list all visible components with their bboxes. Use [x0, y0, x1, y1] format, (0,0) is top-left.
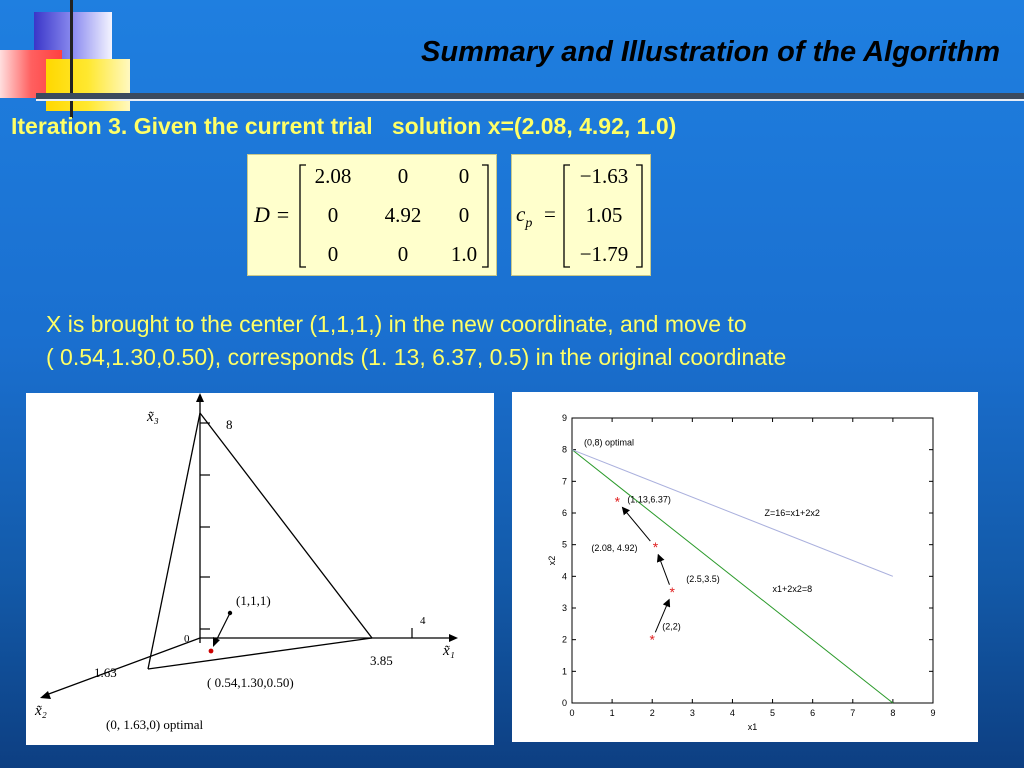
- y-tick-label: 2: [561, 634, 567, 645]
- label-center: (1,1,1): [236, 593, 271, 608]
- y-axis-label: x2: [547, 555, 557, 566]
- matrix-d-cell: 2.08: [314, 164, 352, 188]
- matrix-d-cell: 4.92: [384, 203, 422, 227]
- vector-cp-cell: −1.79: [579, 242, 629, 266]
- path-arrow: [622, 507, 650, 541]
- y-tick-label: 0: [561, 698, 567, 708]
- label-4: 4: [420, 615, 426, 627]
- chart-panel: [512, 392, 978, 742]
- x-tick-label: 7: [850, 708, 856, 718]
- feasible-region-chart: [512, 392, 978, 742]
- matrix-d-label: D =: [254, 202, 291, 227]
- vector-cp-label: $c_p$: [516, 202, 533, 231]
- explanation-paragraph: [46, 308, 786, 374]
- vector-cp-cell: −1.63: [579, 164, 629, 188]
- moved-point: [209, 649, 214, 654]
- annotation-z16: Z=16=x1+2x2: [764, 508, 820, 519]
- label-8: 8: [226, 417, 233, 432]
- series-line: [572, 450, 893, 703]
- data-point-label: (2,2): [662, 621, 681, 632]
- matrix-d-cell: 0: [397, 242, 409, 266]
- x-tick-label: 1: [609, 708, 615, 718]
- explanation-line: ( 0.54,1.30,0.50), corresponds (1. 13, 6.37, 0.5) in the original coordinate: [46, 344, 787, 370]
- data-point-marker: *: [652, 539, 659, 556]
- x-tick-label: 0: [569, 708, 575, 718]
- matrix-d-cell: 0: [327, 242, 339, 266]
- label-0: 0: [184, 633, 190, 645]
- data-point-marker: *: [649, 631, 655, 648]
- data-point-label: (2.08, 4.92): [591, 543, 638, 554]
- annotation-optimal: (0,8) optimal: [584, 437, 635, 448]
- axis-x1-label: x̃₁: [443, 643, 455, 659]
- figure-3d: [26, 393, 494, 745]
- matrix-d-cell: 1.0: [450, 242, 478, 266]
- x-tick-label: 6: [810, 708, 816, 718]
- path-arrow: [658, 555, 669, 585]
- data-point-label: (2.5,3.5): [686, 574, 720, 585]
- title-rule-highlight: [36, 99, 1024, 101]
- data-point-marker: *: [669, 584, 676, 601]
- plot-frame: [572, 418, 933, 703]
- y-tick-label: 1: [561, 666, 567, 677]
- y-tick-label: 9: [561, 413, 567, 423]
- x-tick-label: 2: [649, 708, 655, 718]
- y-tick-label: 3: [561, 603, 567, 613]
- data-point-label: (1.13,6.37): [627, 494, 671, 505]
- matrix-d-cell: 0: [397, 164, 409, 188]
- y-tick-label: 7: [561, 476, 567, 487]
- explanation-line: X is brought to the center (1,1,1,) in the new coordinate, and move to: [46, 311, 747, 337]
- x-tick-label: 3: [689, 708, 695, 718]
- slide-title: Summary and Illustration of the Algorithm: [421, 36, 1000, 68]
- y-tick-label: 6: [561, 508, 567, 518]
- axis-x2-label: x̃₂: [35, 703, 47, 719]
- x-tick-label: 9: [930, 708, 936, 718]
- matrix-d-cell: 0: [458, 164, 470, 188]
- data-point-marker: *: [614, 493, 621, 510]
- x-tick-label: 5: [770, 708, 776, 718]
- vector-cp-equals: =: [544, 202, 556, 226]
- x-tick-label: 8: [890, 708, 896, 718]
- x-axis-label: x1: [747, 722, 758, 732]
- label-moved: ( 0.54,1.30,0.50): [207, 675, 294, 690]
- y-tick-label: 4: [561, 571, 567, 582]
- figure-3d-panel: [26, 393, 494, 745]
- label-3-85: 3.85: [370, 653, 393, 668]
- matrix-d-cell: 0: [327, 203, 339, 227]
- matrix-d-cell: 0: [458, 203, 470, 227]
- annotation-constraint: x1+2x2=8: [772, 584, 813, 595]
- x-tick-label: 4: [729, 708, 735, 718]
- y-tick-label: 5: [561, 539, 567, 550]
- series-line: [572, 450, 893, 577]
- vector-cp-cell: 1.05: [585, 203, 623, 227]
- vector-cp: [511, 154, 651, 276]
- iteration-text: Iteration 3. Given the current trial solution x=(2.08, 4.92, 1.0): [11, 113, 677, 139]
- matrix-d: [247, 154, 497, 276]
- axis-x3-label: x̃₃: [147, 409, 159, 425]
- y-tick-label: 8: [561, 444, 567, 455]
- label-optimal: (0, 1.63,0) optimal: [106, 717, 204, 732]
- label-1-63: 1.63: [94, 665, 117, 680]
